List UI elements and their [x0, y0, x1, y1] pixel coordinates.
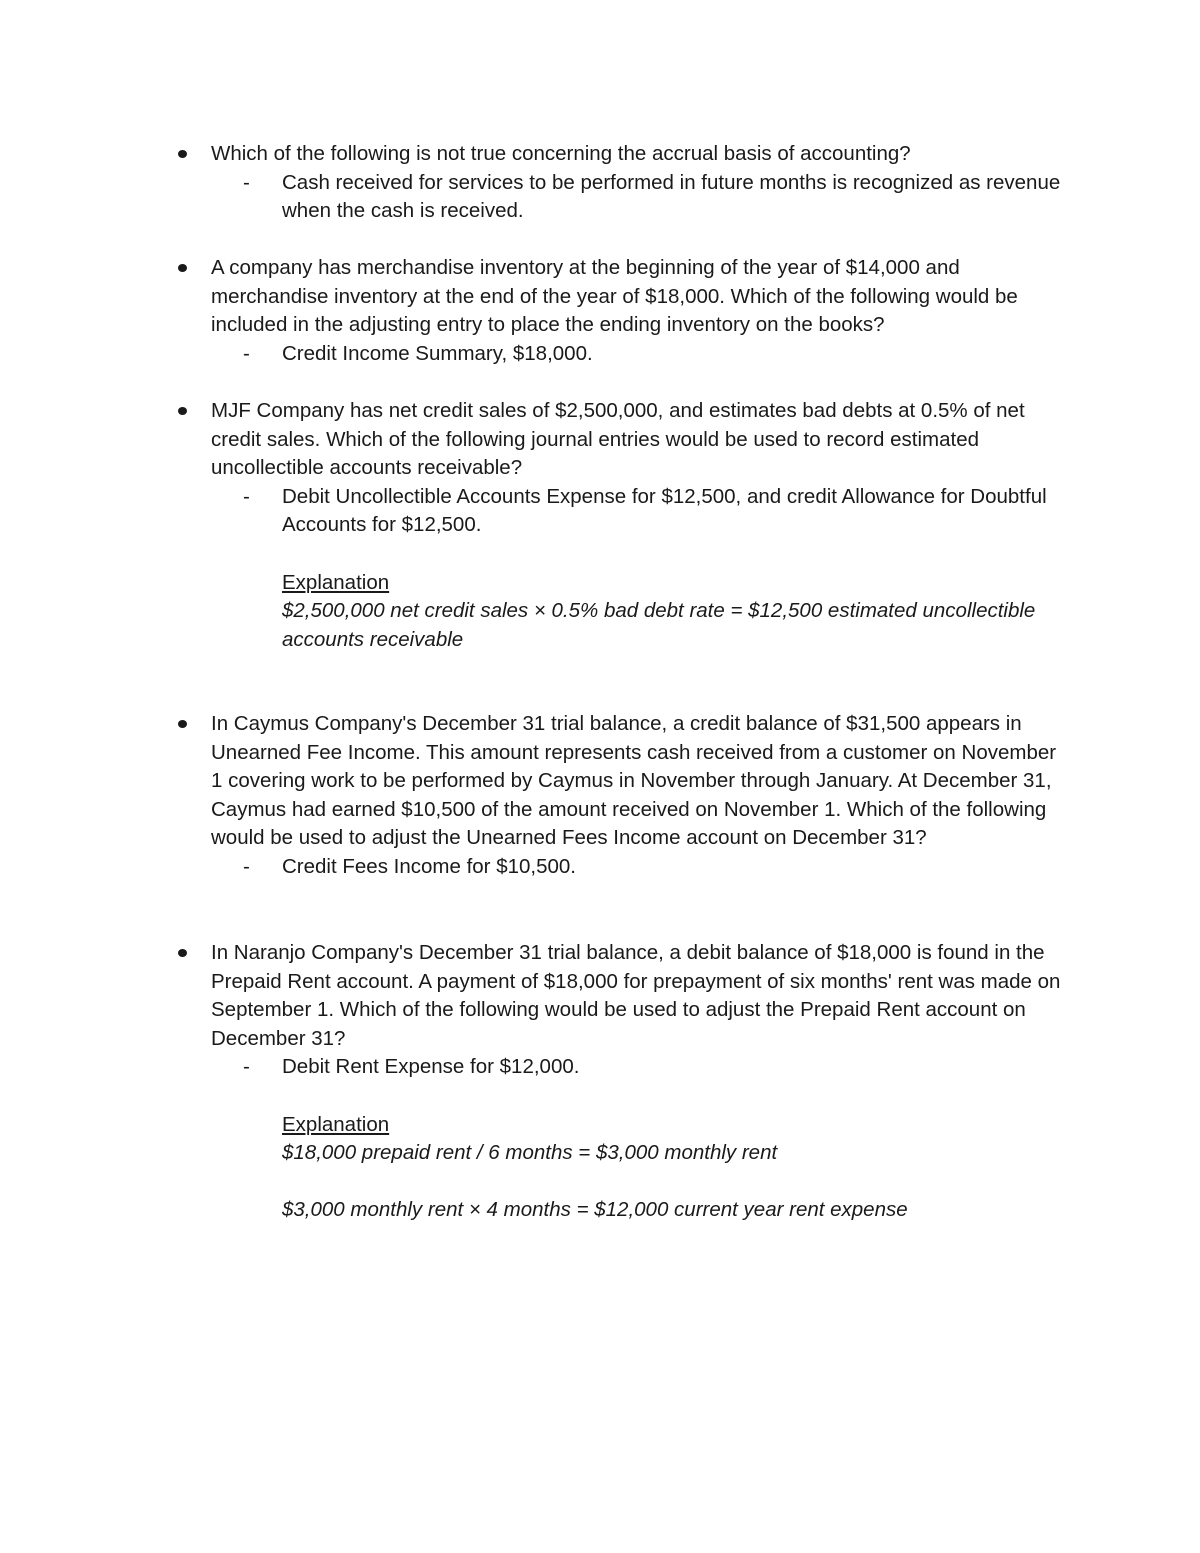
- bullet-icon: [178, 150, 187, 158]
- answer-5-text: Debit Rent Expense for $12,000.: [282, 1055, 580, 1079]
- question-2-text: A company has merchandise inventory at the beginning of the year of $14,000 and merchandise inventory at the end of the year of $18,000. Which of the following would be included in the adjusting entry to place the ending inventory on the books?: [211, 256, 1018, 337]
- explanation-block: [0, 569, 1062, 655]
- question-1-text: Which of the following is not true concerning the accrual basis of accounting?: [211, 142, 911, 165]
- explanation-block: [0, 1111, 1062, 1225]
- question-item-3: [0, 397, 1200, 654]
- question-item-1: [0, 140, 1200, 226]
- question-text: [0, 254, 1071, 340]
- answer-2-text: Credit Income Summary, $18,000.: [282, 341, 593, 365]
- question-3-text: MJF Company has net credit sales of $2,500,000, and estimates bad debts at 0.5% of net credit sales. Which of the following journal entries would be used to record estimated uncollectible accounts receivable?: [211, 399, 1025, 480]
- dash-icon: -: [243, 854, 250, 878]
- dash-icon: -: [243, 341, 250, 365]
- question-item-5: [0, 939, 1200, 1225]
- question-item-2: [0, 254, 1200, 368]
- bullet-icon: [178, 949, 187, 957]
- question-text: [0, 710, 1071, 853]
- question-text: [0, 939, 1071, 1053]
- explanation-line: $18,000 prepaid rent / 6 months = $3,000 monthly rent: [282, 1141, 778, 1165]
- question-5-text: In Naranjo Company's December 31 trial balance, a debit balance of $18,000 is found in the Prepaid Rent account. A payment of $18,000 for prepayment of six months' rent was made on September 1. Which of the following would be used to adjust the Prepaid Rent account on December 31?: [211, 941, 1061, 1050]
- explanation-line: $3,000 monthly rent × 4 months = $12,000 current year rent expense: [282, 1198, 908, 1222]
- answer-item: [0, 853, 1062, 882]
- question-text: [0, 140, 1071, 169]
- bullet-icon: [178, 720, 187, 728]
- dash-icon: -: [243, 484, 250, 508]
- answer-item: [0, 340, 1062, 369]
- question-4-text: In Caymus Company's December 31 trial balance, a credit balance of $31,500 appears in Unearned Fee Income. This amount represents cash received from a customer on November 1 covering work to be performed by Caymus in November through January. At December 31, Caymus had earned $10,500 of the amount received on November 1. Which of the following would be used to adjust the Unearned Fees Income account on December 31?: [211, 712, 1057, 850]
- explanation-heading: Explanation: [282, 1112, 390, 1136]
- answer-item: [0, 483, 1062, 540]
- dash-icon: -: [243, 170, 250, 194]
- question-item-4: [0, 710, 1200, 882]
- answer-3-text: Debit Uncollectible Accounts Expense for $12,500, and credit Allowance for Doubtful Accounts for $12,500.: [282, 484, 1047, 537]
- bullet-icon: [178, 407, 187, 415]
- answer-4-text: Credit Fees Income for $10,500.: [282, 854, 576, 878]
- explanation-line: $2,500,000 net credit sales × 0.5% bad debt rate = $12,500 estimated uncollectible accounts receivable: [282, 599, 1036, 651]
- answer-item: [0, 1053, 1062, 1082]
- answer-1-text: Cash received for services to be performed in future months is recognized as revenue when the cash is received.: [282, 170, 1061, 223]
- dash-icon: -: [243, 1055, 250, 1079]
- question-text: [0, 397, 1071, 483]
- bullet-icon: [178, 264, 187, 272]
- answer-item: [0, 169, 1062, 226]
- explanation-heading: Explanation: [282, 570, 390, 594]
